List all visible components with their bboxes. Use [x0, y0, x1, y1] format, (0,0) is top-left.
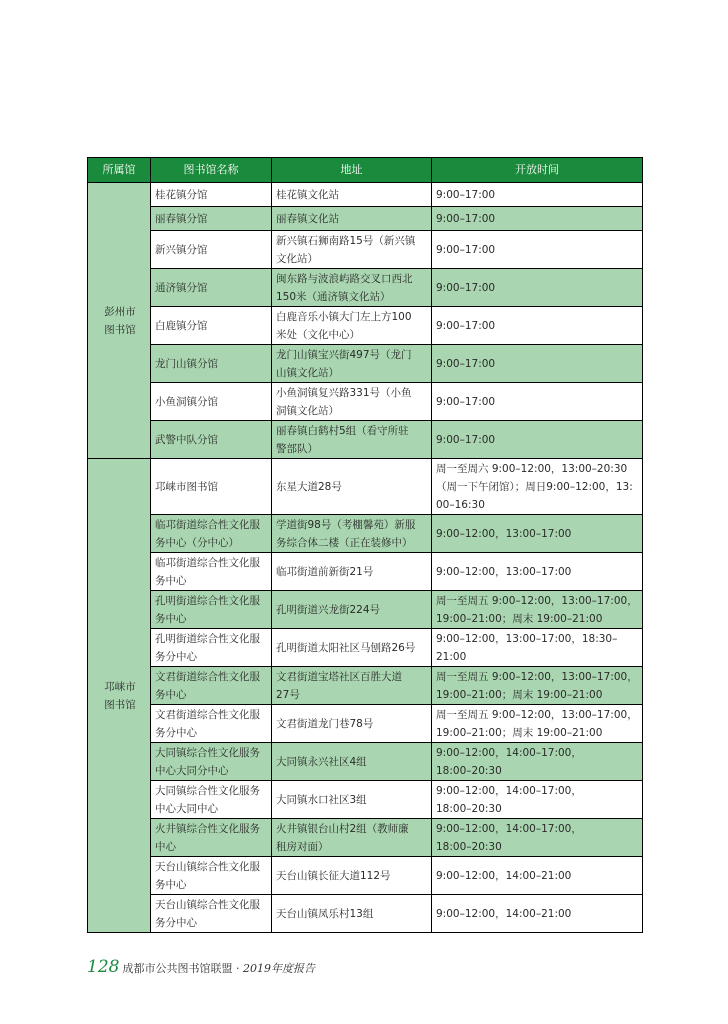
library-hours: 9:00–17:00	[432, 421, 643, 459]
report-year: 2019年度报告	[242, 962, 315, 975]
table-row	[88, 819, 643, 857]
library-name: 武警中队分馆	[151, 421, 272, 459]
library-hours: 9:00–12:00，13:00–17:00	[432, 553, 643, 591]
library-table	[87, 157, 643, 933]
library-address: 孔明街道兴龙街224号	[272, 591, 432, 629]
table-row	[88, 183, 643, 207]
library-name: 龙门山镇分馆	[151, 345, 272, 383]
library-address: 文君街道龙门巷78号	[272, 705, 432, 743]
group-label-qionglai: 邛崃市 图书馆	[88, 459, 151, 933]
library-hours: 9:00–12:00，13:00–17:00	[432, 515, 643, 553]
table-row	[88, 421, 643, 459]
library-name: 文君街道综合性文化服 务中心	[151, 667, 272, 705]
library-address: 大同镇水口社区3组	[272, 781, 432, 819]
library-name: 孔明街道综合性文化服 务分中心	[151, 629, 272, 667]
library-hours: 9:00–17:00	[432, 269, 643, 307]
library-address: 孔明街道太阳社区马刨路26号	[272, 629, 432, 667]
library-address: 天台山镇长征大道112号	[272, 857, 432, 895]
library-hours: 9:00–12:00，14:00–17:00， 18:00–20:30	[432, 819, 643, 857]
library-name: 临邛街道综合性文化服 务中心	[151, 553, 272, 591]
table-row	[88, 895, 643, 933]
header-opening-hours: 开放时间	[432, 158, 643, 183]
library-address: 天台山镇凤乐村13组	[272, 895, 432, 933]
table-row	[88, 459, 643, 515]
library-hours: 9:00–12:00，14:00–17:00， 18:00–20:30	[432, 781, 643, 819]
library-hours: 周一至周五 9:00–12:00，13:00–17:00， 19:00–21:00；周末 19:00–21:00	[432, 667, 643, 705]
library-hours: 9:00–12:00，14:00–17:00， 18:00–20:30	[432, 743, 643, 781]
library-hours: 周一至周五 9:00–12:00，13:00–17:00， 19:00–21:00；周末 19:00–21:00	[432, 705, 643, 743]
table-row	[88, 743, 643, 781]
library-address: 临邛街道前新街21号	[272, 553, 432, 591]
library-hours: 周一至周五 9:00–12:00，13:00–17:00， 19:00–21:00；周末 19:00–21:00	[432, 591, 643, 629]
library-hours: 9:00–12:00，14:00–21:00	[432, 857, 643, 895]
report-title: 成都市公共图书馆联盟 ·	[122, 962, 243, 975]
library-address: 新兴镇石狮南路15号（新兴镇 文化站）	[272, 231, 432, 269]
library-address: 桂花镇文化站	[272, 183, 432, 207]
table-row	[88, 307, 643, 345]
table-row	[88, 269, 643, 307]
page-footer	[87, 957, 315, 977]
library-hours: 9:00–17:00	[432, 383, 643, 421]
library-address: 火井镇银台山村2组（教师廉 租房对面）	[272, 819, 432, 857]
library-name: 小鱼洞镇分馆	[151, 383, 272, 421]
library-name: 大同镇综合性文化服务 中心大同中心	[151, 781, 272, 819]
library-name: 白鹿镇分馆	[151, 307, 272, 345]
library-name: 文君街道综合性文化服 务分中心	[151, 705, 272, 743]
library-name: 通济镇分馆	[151, 269, 272, 307]
table-row	[88, 231, 643, 269]
library-name: 大同镇综合性文化服务 中心大同分中心	[151, 743, 272, 781]
library-name: 火井镇综合性文化服务 中心	[151, 819, 272, 857]
library-address: 学道街98号（考棚馨苑）新服 务综合体二楼（正在装修中）	[272, 515, 432, 553]
table-row	[88, 705, 643, 743]
table-row	[88, 591, 643, 629]
library-hours: 9:00–17:00	[432, 307, 643, 345]
page-number: 128	[87, 957, 120, 977]
group-label-pengzhou: 彭州市 图书馆	[88, 183, 151, 459]
library-hours: 9:00–17:00	[432, 231, 643, 269]
library-address: 小鱼洞镇复兴路331号（小鱼 洞镇文化站）	[272, 383, 432, 421]
table-row	[88, 345, 643, 383]
library-hours: 周一至周六 9:00–12:00，13:00–20:30 （周一下午闭馆）；周日9:00–12:00，13: 00–16:30	[432, 459, 643, 515]
library-name: 天台山镇综合性文化服 务中心	[151, 857, 272, 895]
table-row	[88, 383, 643, 421]
library-hours: 9:00–12:00，13:00–17:00，18:30– 21:00	[432, 629, 643, 667]
library-name: 临邛街道综合性文化服 务中心（分中心）	[151, 515, 272, 553]
library-hours: 9:00–17:00	[432, 207, 643, 231]
library-name: 孔明街道综合性文化服 务中心	[151, 591, 272, 629]
table-row	[88, 629, 643, 667]
header-address: 地址	[272, 158, 432, 183]
library-address: 丽春镇白鹤村5组（看守所驻 警部队）	[272, 421, 432, 459]
library-hours: 9:00–17:00	[432, 345, 643, 383]
library-hours: 9:00–17:00	[432, 183, 643, 207]
library-name: 新兴镇分馆	[151, 231, 272, 269]
library-address: 文君街道宝塔社区百胜大道 27号	[272, 667, 432, 705]
library-name: 邛崃市图书馆	[151, 459, 272, 515]
header-affiliation: 所属馆	[88, 158, 151, 183]
table-row	[88, 553, 643, 591]
library-address: 龙门山镇宝兴街497号（龙门 山镇文化站）	[272, 345, 432, 383]
table-row	[88, 667, 643, 705]
library-hours: 9:00–12:00，14:00–21:00	[432, 895, 643, 933]
header-row	[88, 158, 643, 183]
library-address: 大同镇永兴社区4组	[272, 743, 432, 781]
library-address: 闽东路与波浪屿路交叉口西北 150米（通济镇文化站）	[272, 269, 432, 307]
table-row	[88, 781, 643, 819]
table-row	[88, 207, 643, 231]
library-name: 天台山镇综合性文化服 务分中心	[151, 895, 272, 933]
table-row	[88, 857, 643, 895]
library-name: 桂花镇分馆	[151, 183, 272, 207]
library-address: 丽春镇文化站	[272, 207, 432, 231]
library-name: 丽春镇分馆	[151, 207, 272, 231]
library-address: 白鹿音乐小镇大门左上方100 米处（文化中心）	[272, 307, 432, 345]
header-library-name: 图书馆名称	[151, 158, 272, 183]
library-address: 东星大道28号	[272, 459, 432, 515]
table-row	[88, 515, 643, 553]
